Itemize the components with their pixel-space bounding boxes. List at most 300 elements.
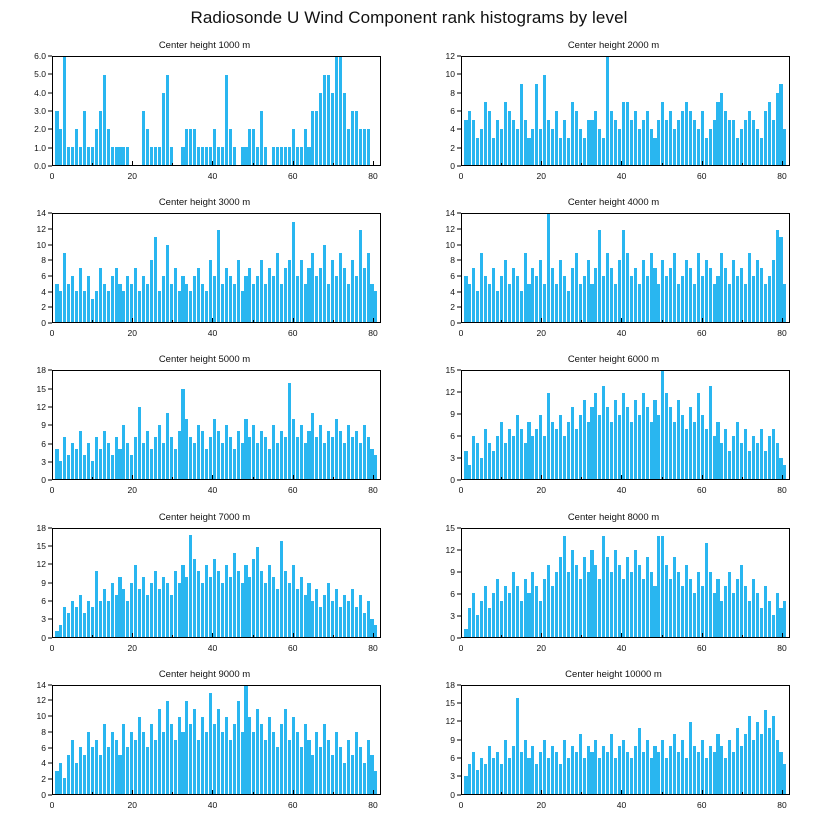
bar (488, 608, 491, 637)
y-tick-label: 12 (36, 402, 46, 413)
bar (594, 393, 597, 479)
chart-panel (0, 667, 409, 824)
bar (142, 443, 145, 479)
x-tick-mark (293, 318, 294, 323)
bar (716, 276, 719, 322)
y-tick-label: 10 (36, 711, 46, 722)
bar (724, 111, 727, 165)
bar (107, 601, 110, 637)
x-minor-tick (92, 163, 93, 166)
y-tick-label: 2 (41, 302, 46, 313)
bar (189, 724, 192, 793)
bar (103, 431, 106, 479)
bar (138, 589, 141, 637)
bar (146, 431, 149, 479)
bar (264, 437, 267, 479)
x-tick-mark (621, 633, 622, 638)
bar (359, 129, 362, 165)
bar (126, 443, 129, 479)
bar (166, 245, 169, 322)
bar (115, 147, 118, 165)
x-tick-label: 20 (127, 171, 137, 181)
x-tick-mark (52, 790, 53, 795)
x-minor-tick (333, 635, 334, 638)
x-tick-mark (621, 161, 622, 166)
bar (693, 593, 696, 636)
bar (284, 437, 287, 479)
bar (669, 407, 672, 479)
bar (531, 129, 534, 165)
bar (292, 717, 295, 794)
bar (221, 732, 224, 794)
bar (559, 557, 562, 636)
y-axis (409, 51, 461, 171)
bar (335, 419, 338, 479)
bar (79, 595, 82, 637)
bar (701, 740, 704, 794)
bar (488, 111, 491, 165)
bar (598, 230, 601, 323)
bar (252, 129, 255, 165)
y-tick-label: 0 (41, 789, 46, 800)
bar (185, 577, 188, 637)
bar (512, 746, 515, 794)
bar (205, 565, 208, 637)
bar (95, 437, 98, 479)
bar (732, 436, 735, 479)
y-tick-label: 6.0 (34, 51, 46, 61)
bar (327, 284, 330, 323)
bar (237, 571, 240, 637)
bar (543, 284, 546, 323)
bar-series (53, 214, 380, 322)
bar (111, 455, 114, 479)
bar (508, 429, 511, 479)
bar (598, 758, 601, 794)
bar (205, 147, 208, 165)
bar (732, 260, 735, 322)
bar (535, 429, 538, 479)
bar (665, 393, 668, 479)
x-tick-mark (461, 633, 462, 638)
x-minor-tick (501, 477, 502, 480)
x-tick-label: 60 (287, 799, 298, 810)
bar (292, 129, 295, 165)
bar (484, 429, 487, 479)
bar (162, 93, 165, 165)
x-minor-tick (581, 163, 582, 166)
x-minor-tick (501, 320, 502, 323)
bar (103, 75, 106, 165)
bar (71, 443, 74, 479)
bar (776, 740, 779, 794)
bar (118, 284, 121, 323)
bar (701, 111, 704, 165)
bar (363, 763, 366, 794)
bar (79, 431, 82, 479)
y-tick-label: 6 (450, 753, 455, 764)
y-tick-label: 6 (450, 588, 455, 599)
x-minor-tick (501, 792, 502, 795)
bar (638, 284, 641, 323)
plot-frame (52, 370, 381, 480)
bar (622, 230, 625, 323)
bar (323, 443, 326, 479)
bar (630, 120, 633, 165)
x-axis (49, 480, 381, 498)
x-tick-mark (293, 633, 294, 638)
bar (657, 752, 660, 794)
x-tick-mark (541, 475, 542, 480)
bar (111, 147, 114, 165)
bar (724, 758, 727, 794)
bar (524, 253, 527, 322)
bar (732, 120, 735, 165)
bar (709, 129, 712, 165)
bar (783, 601, 786, 637)
bar (315, 589, 318, 637)
y-axis (409, 522, 461, 643)
bar (527, 284, 530, 323)
bar (122, 291, 125, 322)
y-tick-label: 4 (41, 286, 46, 297)
bar (653, 746, 656, 794)
x-tick-label: 80 (368, 171, 378, 181)
x-tick-label: 20 (536, 171, 546, 181)
bar (150, 147, 153, 165)
bar (661, 102, 664, 165)
bar (728, 572, 731, 637)
bar (300, 425, 303, 479)
bar (146, 747, 149, 793)
bar-series (53, 371, 380, 479)
bar (284, 268, 287, 322)
bar (689, 268, 692, 322)
bar (673, 557, 676, 636)
bar (626, 102, 629, 165)
bar (772, 120, 775, 165)
bar (323, 724, 326, 793)
bar (547, 214, 550, 322)
bar (622, 740, 625, 794)
bar (91, 607, 94, 637)
bar (653, 268, 656, 322)
bar (284, 571, 287, 637)
bar (618, 415, 621, 480)
y-tick-label: 6 (41, 595, 46, 606)
bar (103, 589, 106, 637)
bar (760, 734, 763, 794)
bar (657, 120, 660, 165)
bar (752, 120, 755, 165)
bar (126, 147, 129, 165)
bar (512, 572, 515, 637)
bar (331, 260, 334, 322)
x-tick-label: 60 (287, 171, 298, 181)
bar (772, 260, 775, 322)
bar (146, 129, 149, 165)
x-minor-tick (253, 163, 254, 166)
y-tick-label: 3 (41, 614, 46, 625)
x-minor-tick (581, 477, 582, 480)
y-tick-label: 10 (445, 69, 455, 80)
bar (304, 129, 307, 165)
bar (535, 276, 538, 322)
bar (504, 740, 507, 794)
bar (181, 276, 184, 322)
bar (138, 291, 141, 322)
bar (642, 579, 645, 637)
bar (527, 422, 530, 480)
y-tick-label: 2 (41, 774, 46, 785)
bar (472, 752, 475, 794)
bar (347, 425, 350, 479)
bar (520, 601, 523, 637)
bar (126, 601, 129, 637)
bar (280, 431, 283, 479)
bar (95, 571, 98, 637)
bar (736, 422, 739, 480)
bar (752, 740, 755, 794)
bar (244, 686, 247, 794)
bar (504, 586, 507, 636)
bar (374, 455, 377, 479)
bar (71, 740, 74, 794)
bar (174, 449, 177, 479)
bar (154, 437, 157, 479)
bar (484, 764, 487, 794)
bar (705, 138, 708, 165)
x-minor-tick (92, 477, 93, 480)
bar (464, 120, 467, 165)
bar (551, 586, 554, 636)
bar (716, 102, 719, 165)
bar (579, 579, 582, 637)
bar (594, 740, 597, 794)
bar (304, 595, 307, 637)
bar (468, 465, 471, 479)
bar (189, 437, 192, 479)
bar (288, 740, 291, 794)
bar (555, 752, 558, 794)
bar (185, 419, 188, 479)
bar (472, 436, 475, 479)
bar (335, 732, 338, 794)
bar (657, 284, 660, 323)
bar (355, 276, 358, 322)
bar (233, 284, 236, 323)
chart-panel (409, 510, 818, 667)
bar (567, 291, 570, 322)
bar (713, 593, 716, 636)
bar (705, 429, 708, 479)
bar (225, 565, 228, 637)
bar (256, 547, 259, 637)
bar (500, 276, 503, 322)
bar (233, 724, 236, 793)
bar (681, 276, 684, 322)
x-tick-mark (373, 790, 374, 795)
x-tick-label: 40 (616, 328, 627, 339)
bar (244, 419, 247, 479)
bar (776, 593, 779, 636)
bar (661, 371, 664, 479)
x-tick-label: 40 (616, 485, 627, 496)
bar (158, 291, 161, 322)
bar (138, 717, 141, 794)
bar (476, 615, 479, 637)
bar (685, 260, 688, 322)
x-tick-label: 80 (777, 328, 787, 339)
bar (241, 147, 244, 165)
x-tick-label: 60 (696, 171, 707, 181)
x-minor-tick (172, 320, 173, 323)
bar (677, 284, 680, 323)
x-tick-label: 60 (287, 642, 298, 653)
bar (367, 601, 370, 637)
bar (99, 601, 102, 637)
x-axis (458, 795, 790, 813)
bar (327, 75, 330, 165)
bar (217, 147, 220, 165)
x-minor-tick (581, 320, 582, 323)
bar (520, 429, 523, 479)
bar (602, 138, 605, 165)
bar (122, 425, 125, 479)
bar (590, 284, 593, 323)
bar (201, 717, 204, 794)
bar (748, 253, 751, 322)
y-tick-label: 0 (41, 318, 46, 329)
bar (95, 291, 98, 322)
x-tick-label: 0 (49, 171, 55, 181)
x-tick-label: 60 (696, 642, 707, 653)
x-tick-mark (212, 633, 213, 638)
chart-panel (0, 195, 409, 352)
bar (225, 268, 228, 322)
bar (339, 431, 342, 479)
bar (256, 147, 259, 165)
bar (87, 443, 90, 479)
x-tick-label: 0 (458, 485, 464, 496)
bar (300, 577, 303, 637)
bar (728, 284, 731, 323)
bar (476, 770, 479, 794)
bar (614, 400, 617, 479)
bar (646, 740, 649, 794)
bar (732, 752, 735, 794)
bar (115, 740, 118, 794)
y-tick-label: 12 (445, 51, 455, 61)
bar (111, 276, 114, 322)
bar (307, 268, 310, 322)
x-tick-mark (541, 790, 542, 795)
bar (480, 601, 483, 637)
plot-frame (461, 213, 790, 323)
bar (500, 601, 503, 637)
bar (154, 571, 157, 637)
y-tick-label: 18 (36, 365, 46, 376)
bar (327, 740, 330, 794)
x-tick-label: 60 (287, 328, 298, 339)
bar (693, 422, 696, 480)
bar (720, 93, 723, 165)
bar (468, 111, 471, 165)
y-tick-label: 0 (450, 475, 455, 486)
bar (724, 268, 727, 322)
bar (138, 407, 141, 479)
bar (760, 268, 763, 322)
bar (594, 565, 597, 637)
bar (79, 147, 82, 165)
bar (559, 764, 562, 794)
bar (244, 147, 247, 165)
bar (480, 253, 483, 322)
chart-panel (409, 38, 818, 195)
bar (563, 740, 566, 794)
bar (488, 746, 491, 794)
y-tick-label: 0 (450, 789, 455, 800)
plot-area (461, 685, 790, 795)
bar (264, 740, 267, 794)
y-tick-label: 12 (445, 387, 455, 398)
bar (193, 129, 196, 165)
bar (107, 291, 110, 322)
bar (122, 147, 125, 165)
bar (768, 436, 771, 479)
x-minor-tick (742, 477, 743, 480)
bar (363, 268, 366, 322)
bar (567, 422, 570, 480)
bar (610, 111, 613, 165)
bar (606, 57, 609, 165)
x-tick-label: 0 (49, 642, 55, 653)
bar (701, 276, 704, 322)
bar (107, 747, 110, 793)
x-tick-label: 0 (458, 799, 464, 810)
bar (241, 291, 244, 322)
bar (701, 586, 704, 636)
bar (484, 102, 487, 165)
bar (555, 284, 558, 323)
bar (606, 407, 609, 479)
bar (748, 451, 751, 480)
bar (363, 129, 366, 165)
x-tick-label: 60 (287, 485, 298, 496)
bar (665, 276, 668, 322)
panel-title: Center height 10000 m (565, 668, 662, 680)
x-tick-mark (373, 161, 374, 166)
bar (355, 431, 358, 479)
bar (343, 93, 346, 165)
y-tick-label: 3 (450, 453, 455, 464)
bar (225, 75, 228, 165)
bar (642, 393, 645, 479)
bar (331, 755, 334, 794)
bar (205, 449, 208, 479)
bar (527, 593, 530, 636)
x-tick-mark (541, 633, 542, 638)
y-tick-label: 2 (450, 142, 455, 153)
bar (229, 129, 232, 165)
bar (472, 120, 475, 165)
bar (193, 709, 196, 794)
bar-series (53, 529, 380, 637)
y-tick-label: 10 (36, 239, 46, 250)
bar (292, 419, 295, 479)
plot-frame (461, 56, 790, 166)
x-tick-mark (702, 633, 703, 638)
